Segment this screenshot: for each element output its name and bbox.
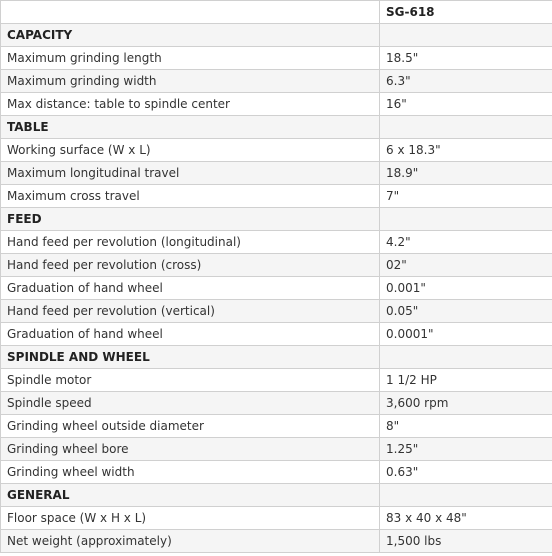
spec-label: Hand feed per revolution (longitudinal) <box>1 231 380 254</box>
section-empty-cell <box>380 346 552 369</box>
spec-label: Grinding wheel width <box>1 461 380 484</box>
spec-row <box>1 47 552 70</box>
section-empty-cell <box>380 24 552 47</box>
section-header-row <box>1 346 552 369</box>
spec-label: Max distance: table to spindle center <box>1 93 380 116</box>
spec-row <box>1 139 552 162</box>
section-title: TABLE <box>1 116 380 139</box>
spec-label: Net weight (approximately) <box>1 530 380 553</box>
spec-value: 8" <box>380 415 552 438</box>
spec-label: Hand feed per revolution (vertical) <box>1 300 380 323</box>
spec-value: 1 1/2 HP <box>380 369 552 392</box>
spec-row <box>1 392 552 415</box>
spec-row <box>1 507 552 530</box>
section-empty-cell <box>380 484 552 507</box>
section-title: SPINDLE AND WHEEL <box>1 346 380 369</box>
spec-label: Graduation of hand wheel <box>1 277 380 300</box>
section-header-row <box>1 484 552 507</box>
spec-value: 1.25" <box>380 438 552 461</box>
spec-row <box>1 93 552 116</box>
spec-value: 0.001" <box>380 277 552 300</box>
spec-value: 1,500 lbs <box>380 530 552 553</box>
spec-label: Graduation of hand wheel <box>1 323 380 346</box>
spec-row <box>1 162 552 185</box>
spec-label: Working surface (W x L) <box>1 139 380 162</box>
spec-value: 0.63" <box>380 461 552 484</box>
spec-row <box>1 300 552 323</box>
section-header-row <box>1 24 552 47</box>
spec-label: Hand feed per revolution (cross) <box>1 254 380 277</box>
spec-table-body <box>1 1 552 553</box>
section-title: CAPACITY <box>1 24 380 47</box>
section-header-row <box>1 116 552 139</box>
spec-row <box>1 323 552 346</box>
spec-value: 0.05" <box>380 300 552 323</box>
section-title: FEED <box>1 208 380 231</box>
spec-value: 18.5" <box>380 47 552 70</box>
spec-row <box>1 438 552 461</box>
spec-row <box>1 185 552 208</box>
spec-value: 6.3" <box>380 70 552 93</box>
section-empty-cell <box>380 116 552 139</box>
section-title: GENERAL <box>1 484 380 507</box>
spec-value: 3,600 rpm <box>380 392 552 415</box>
spec-label: Maximum cross travel <box>1 185 380 208</box>
spec-label: Maximum grinding length <box>1 47 380 70</box>
spec-value: 4.2" <box>380 231 552 254</box>
model-name: SG-618 <box>380 1 552 24</box>
section-empty-cell <box>380 208 552 231</box>
header-row <box>1 1 552 24</box>
spec-label: Maximum grinding width <box>1 70 380 93</box>
spec-value: 16" <box>380 93 552 116</box>
header-label-cell <box>1 1 380 24</box>
spec-row <box>1 415 552 438</box>
spec-row <box>1 530 552 553</box>
spec-value: 83 x 40 x 48" <box>380 507 552 530</box>
spec-row <box>1 461 552 484</box>
spec-row <box>1 369 552 392</box>
spec-value: 7" <box>380 185 552 208</box>
spec-value: 0.0001" <box>380 323 552 346</box>
spec-value: 18.9" <box>380 162 552 185</box>
spec-label: Spindle motor <box>1 369 380 392</box>
spec-row <box>1 70 552 93</box>
spec-row <box>1 254 552 277</box>
spec-label: Floor space (W x H x L) <box>1 507 380 530</box>
spec-label: Grinding wheel bore <box>1 438 380 461</box>
spec-row <box>1 231 552 254</box>
spec-value: 6 x 18.3" <box>380 139 552 162</box>
spec-label: Spindle speed <box>1 392 380 415</box>
spec-label: Grinding wheel outside diameter <box>1 415 380 438</box>
spec-row <box>1 277 552 300</box>
spec-label: Maximum longitudinal travel <box>1 162 380 185</box>
section-header-row <box>1 208 552 231</box>
spec-value: 02" <box>380 254 552 277</box>
